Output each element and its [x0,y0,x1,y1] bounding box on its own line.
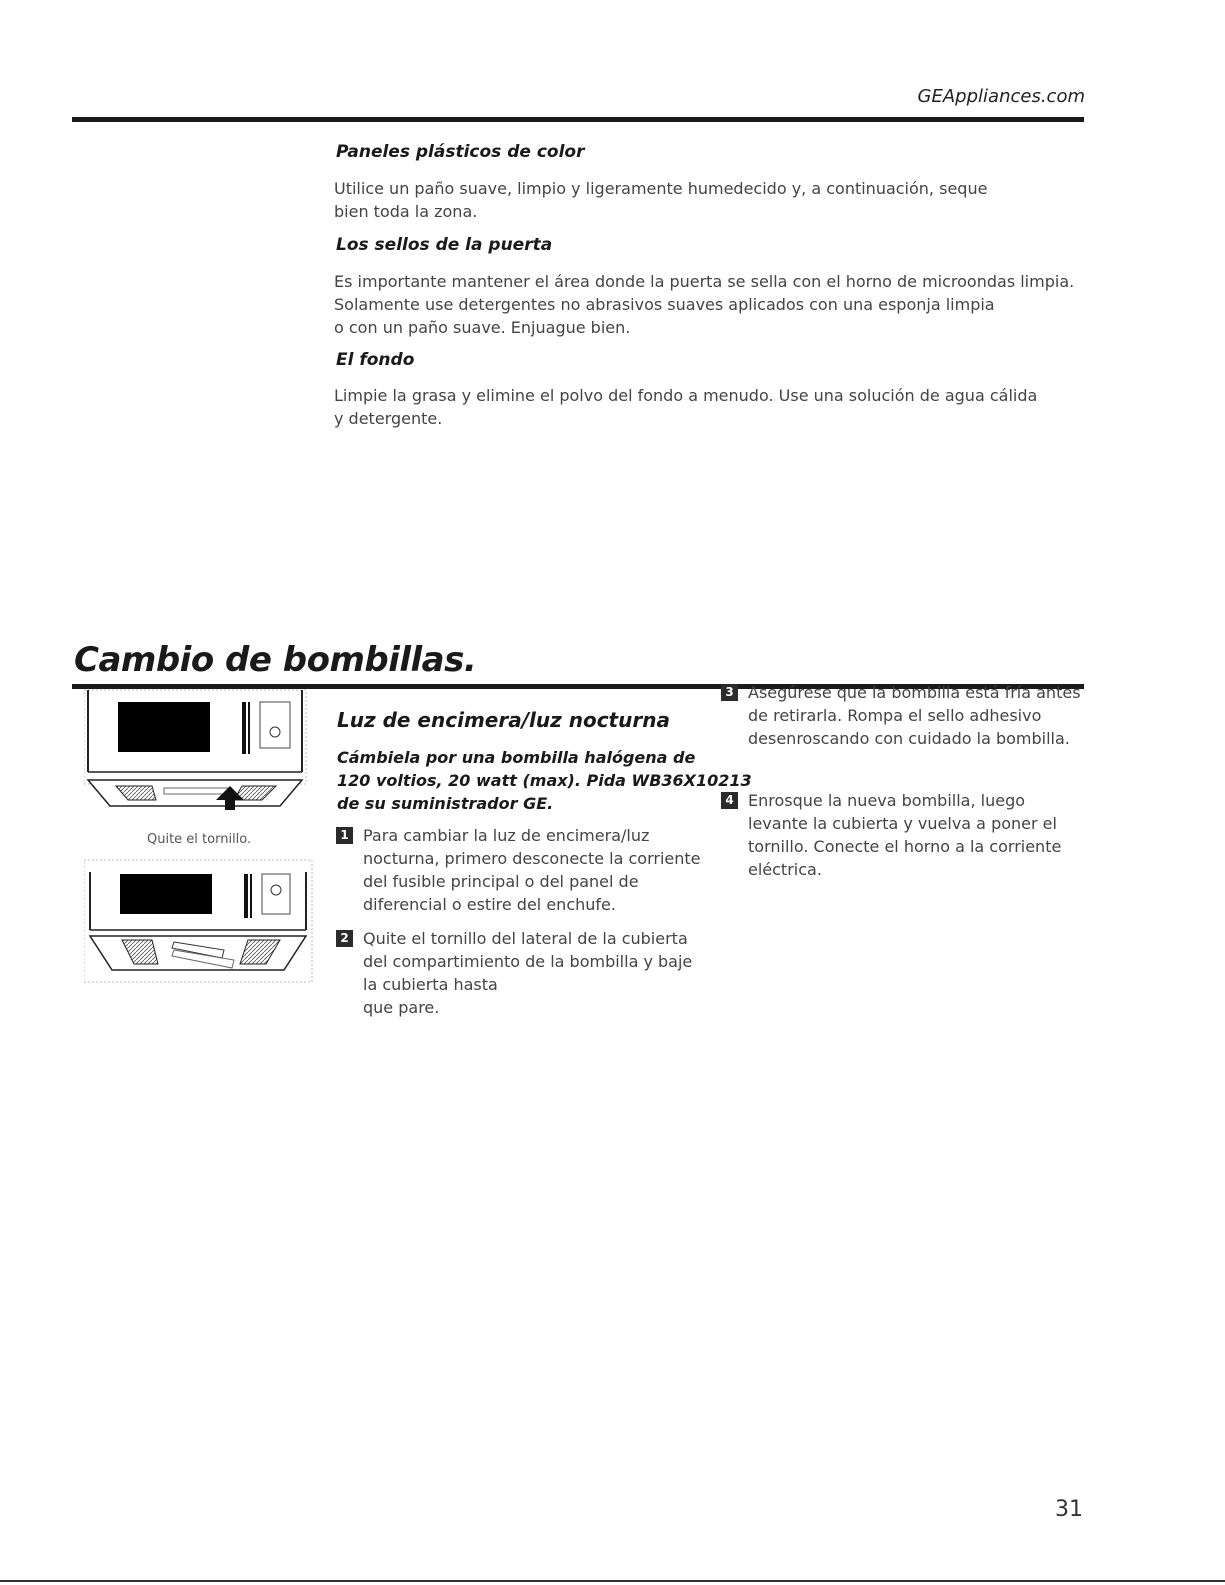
text-line: diferencial o estire del enchufe. [363,895,616,914]
step-4 [721,789,1061,881]
step-number-badge: 3 [721,684,738,701]
text-line: Solamente use detergentes no abrasivos suaves aplicados con una esponja limpia [334,295,995,314]
text-line: Enrosque la nueva bombilla, luego [748,791,1026,810]
microwave-diagram-closed [84,676,316,828]
text-line: Limpie la grasa y elimine el polvo del fondo a menudo. Use una solución de agua cálida [334,386,1038,405]
text-line: del compartimiento de la bombilla y baje [363,952,693,971]
microwave-diagram-open [84,856,316,986]
step-number-badge: 1 [336,827,353,844]
step-number-badge: 4 [721,792,738,809]
figure-caption: Quite el tornillo. [147,832,252,847]
text-line: que pare. [363,998,440,1017]
text-line: nocturna, primero desconecte la corriente [363,849,701,868]
text-line: Para cambiar la luz de encimera/luz [363,826,650,845]
step-text [748,789,1061,881]
step-text [363,824,701,916]
text-line: bien toda la zona. [334,202,478,221]
paragraph-sellos [334,270,1074,339]
text-line: Asegúrese que la bombilla está fría antes [748,683,1081,702]
text-line: Cámbiela por una bombilla halógena de [337,748,696,767]
text-line: Quite el tornillo del lateral de la cubierta [363,929,688,948]
heading-paneles: Paneles plásticos de color [336,142,585,162]
step-text [748,681,1081,750]
bulb-instruction [337,746,752,815]
section-title: Cambio de bombillas. [74,640,477,680]
step-2 [336,927,692,1019]
text-line: Utilice un paño suave, limpio y ligeramente humedecido y, a continuación, seque [334,179,988,198]
header-divider [72,117,1084,122]
text-line: y detergente. [334,409,443,428]
heading-fondo: El fondo [336,350,415,370]
text-line: del fusible principal o del panel de [363,872,639,891]
text-line: 120 voltios, 20 watt (max). Pida WB36X10213 [337,771,752,790]
step-text [363,927,692,1019]
site-url: GEAppliances.com [917,86,1085,107]
text-line: desenroscando con cuidado la bombilla. [748,729,1070,748]
text-line: la cubierta hasta [363,975,498,994]
text-line: eléctrica. [748,860,822,879]
text-line: de su suministrador GE. [337,794,554,813]
page-number: 31 [1055,1497,1083,1522]
page-bottom-edge [0,1580,1225,1582]
subsection-title: Luz de encimera/luz nocturna [337,708,670,732]
text-line: o con un paño suave. Enjuague bien. [334,318,631,337]
text-line: de retirarla. Rompa el sello adhesivo [748,706,1042,725]
step-3 [721,681,1081,750]
paragraph-fondo [334,384,1037,430]
step-number-badge: 2 [336,930,353,947]
step-1 [336,824,701,916]
text-line: Es importante mantener el área donde la puerta se sella con el horno de microondas limpia. [334,272,1075,291]
heading-sellos: Los sellos de la puerta [336,235,553,255]
text-line: levante la cubierta y vuelva a poner el [748,814,1057,833]
paragraph-paneles [334,177,987,223]
text-line: tornillo. Conecte el horno a la corriente [748,837,1062,856]
